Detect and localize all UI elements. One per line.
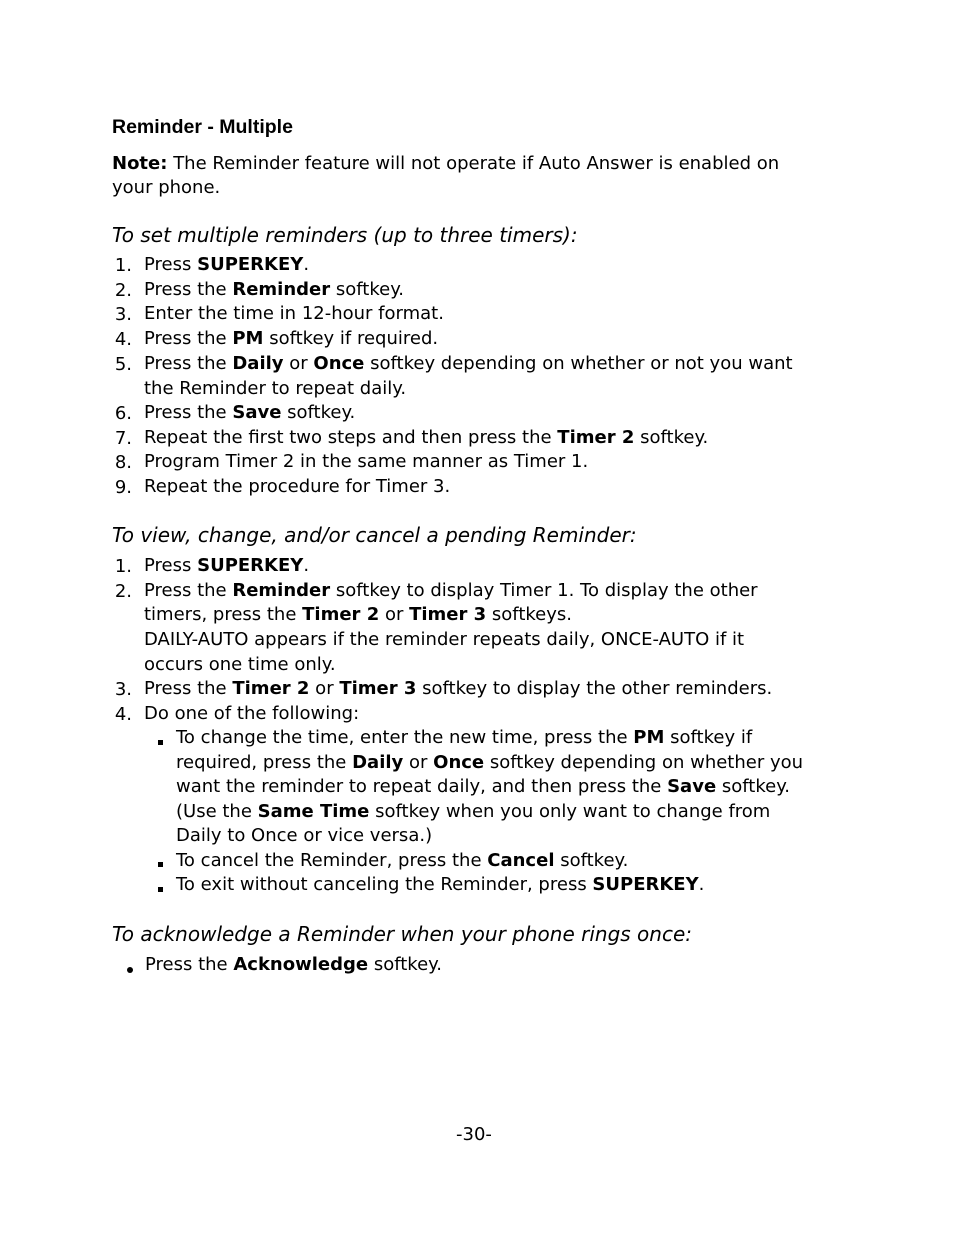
step-number: 3. <box>114 679 132 700</box>
step-text: Enter the time in 12-hour format. <box>144 303 444 324</box>
square-bullet-icon <box>158 887 163 892</box>
step-number: 2. <box>114 581 132 602</box>
note-line-2: your phone. <box>112 177 221 198</box>
bullet-text: Press the Acknowledge softkey. <box>145 954 442 975</box>
note-line-1 <box>112 152 779 177</box>
step-number: 5. <box>114 354 132 375</box>
bullet-text-continued: Daily to Once or vice versa.) <box>176 825 433 846</box>
step-text: Repeat the first two steps and then press the Timer 2 softkey. <box>144 427 709 448</box>
step-text: Press the Save softkey. <box>144 402 356 423</box>
step-number: 2. <box>114 280 132 301</box>
step-number: 1. <box>114 255 132 276</box>
step-text: Press the Reminder softkey. <box>144 279 404 300</box>
step-text: Press the Timer 2 or Timer 3 softkey to display the other reminders. <box>144 678 773 699</box>
bullet-text-continued: want the reminder to repeat daily, and then press the Save softkey. <box>176 776 791 797</box>
page-heading: Reminder - Multiple <box>112 116 293 138</box>
step-text-continued: the Reminder to repeat daily. <box>144 378 407 399</box>
bullet-text: To cancel the Reminder, press the Cancel softkey. <box>176 850 629 871</box>
step-number: 3. <box>114 304 132 325</box>
step-number: 7. <box>114 428 132 449</box>
section-title-acknowledge: To acknowledge a Reminder when your phone rings once: <box>112 922 692 946</box>
step-text: Program Timer 2 in the same manner as Timer 1. <box>144 451 589 472</box>
step-text-continued: DAILY-AUTO appears if the reminder repeats daily, ONCE-AUTO if it <box>144 629 745 650</box>
step-number: 1. <box>114 556 132 577</box>
step-text: Press SUPERKEY. <box>144 254 310 275</box>
note-label: Note: <box>112 153 168 174</box>
square-bullet-icon <box>158 862 163 867</box>
step-text: Press the Reminder softkey to display Timer 1. To display the other <box>144 580 758 601</box>
section-title-view-change-cancel: To view, change, and/or cancel a pending Reminder: <box>112 523 637 547</box>
step-text: Press the Daily or Once softkey depending on whether or not you want <box>144 353 793 374</box>
step-text: Press the PM softkey if required. <box>144 328 439 349</box>
bullet-text-continued: (Use the Same Time softkey when you only want to change from <box>176 801 771 822</box>
note-text-1: The Reminder feature will not operate if Auto Answer is enabled on <box>173 153 780 174</box>
bullet-text: To exit without canceling the Reminder, press SUPERKEY. <box>176 874 705 895</box>
step-number: 4. <box>114 704 132 725</box>
step-number: 8. <box>114 452 132 473</box>
step-text: Repeat the procedure for Timer 3. <box>144 476 451 497</box>
dot-bullet-icon <box>127 967 133 973</box>
section-title-set-reminders: To set multiple reminders (up to three timers): <box>112 223 578 247</box>
step-number: 4. <box>114 329 132 350</box>
bullet-text-continued: required, press the Daily or Once softkey depending on whether you <box>176 752 804 773</box>
bullet-text: To change the time, enter the new time, press the PM softkey if <box>176 727 753 748</box>
square-bullet-icon <box>158 740 163 745</box>
step-text: Do one of the following: <box>144 703 360 724</box>
step-text: Press SUPERKEY. <box>144 555 310 576</box>
step-number: 6. <box>114 403 132 424</box>
step-text-continued: occurs one time only. <box>144 654 336 675</box>
step-text-continued: timers, press the Timer 2 or Timer 3 softkeys. <box>144 604 572 625</box>
step-number: 9. <box>114 477 132 498</box>
page-number: -30- <box>456 1124 492 1145</box>
